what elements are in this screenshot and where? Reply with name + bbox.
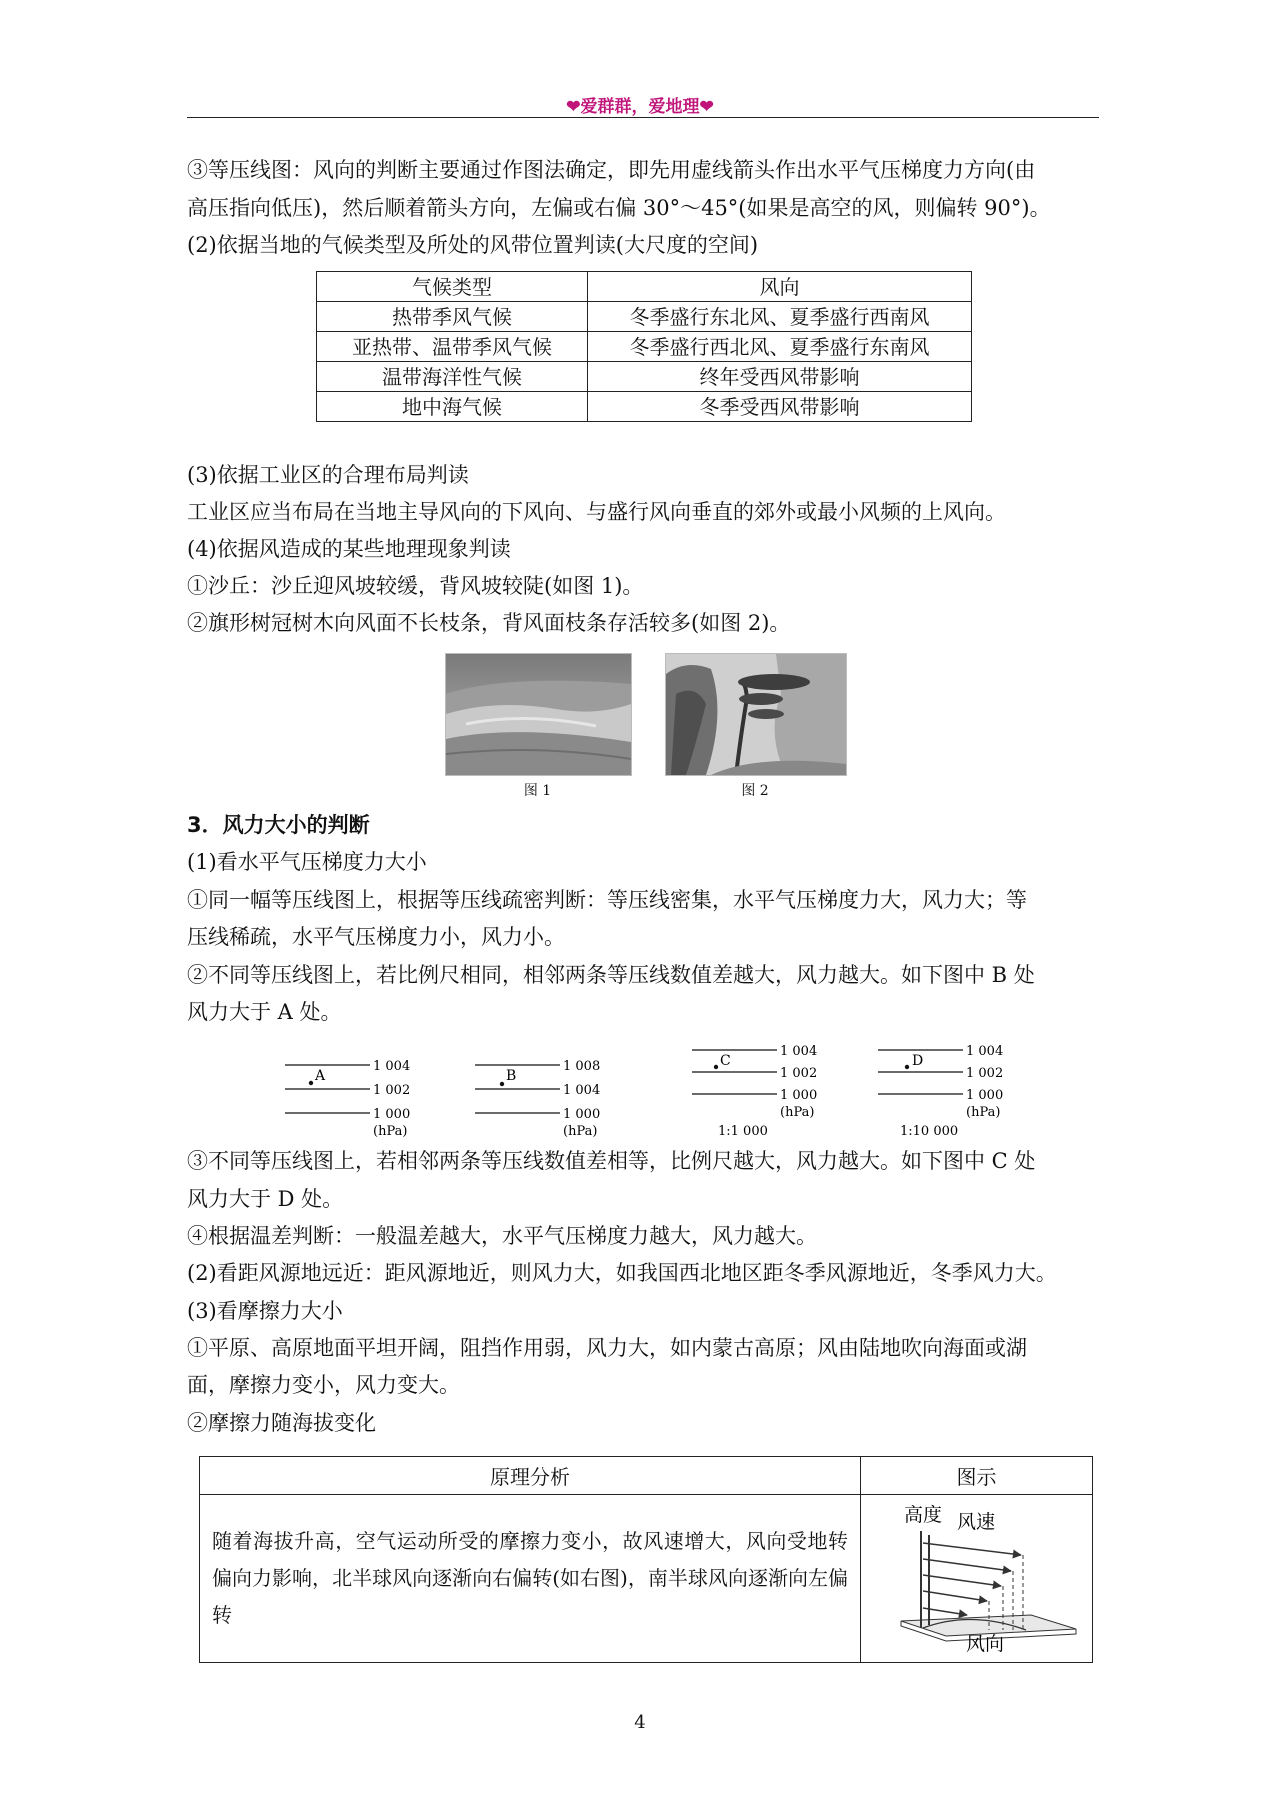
- header-divider: [187, 117, 1099, 118]
- point-label: B: [506, 1068, 517, 1084]
- section-3-title: 3．风力大小的判断: [187, 813, 370, 837]
- isobar-diagrams: [280, 1035, 1020, 1140]
- para-industry-text: 工业区应当布局在当地主导风向的下风向、与盛行风向垂直的郊外或最小风频的上风向。: [187, 500, 1006, 524]
- friction-altitude-table: [199, 1456, 1093, 1663]
- para-plain-1: ①平原、高原地面平坦开阔，阻挡作用弱，风力大，如内蒙古高原；风由陆地吹向海面或湖: [187, 1336, 1027, 1360]
- table-cell: 随着海拔升高，空气运动所受的摩擦力变小，故风速增大，风向受地转偏向力影响，北半球风向逐渐向右偏转(如右图)，南半球风向逐渐向左偏转: [200, 1495, 861, 1663]
- para-gradient-heading: (1)看水平气压梯度力大小: [187, 850, 427, 874]
- para-diff-scale-1: ③不同等压线图上，若相邻两条等压线数值差相等，比例尺越大，风力越大。如下图中 C 处: [187, 1149, 1036, 1173]
- isobar-value: 1 000: [563, 1107, 601, 1122]
- isobar-value: 1 004: [966, 1044, 1004, 1059]
- table-row: [317, 362, 972, 392]
- isobar-diagram-c: [692, 1044, 817, 1139]
- figure-1-caption: 图 1: [523, 783, 552, 799]
- point-label: C: [720, 1053, 731, 1069]
- table-cell: 温带海洋性气候: [317, 362, 588, 392]
- para-climate-heading: (2)依据当地的气候类型及所处的风带位置判读(大尺度的空间): [187, 233, 759, 257]
- table-header-cell: 风向: [588, 272, 972, 302]
- para-plain-2: 面，摩擦力变小，风力变大。: [187, 1373, 460, 1397]
- table-header-cell: 气候类型: [317, 272, 588, 302]
- isobar-diagram-d: [878, 1044, 1003, 1139]
- diagram-height-label: 高度: [904, 1504, 943, 1526]
- table-row: [317, 392, 972, 422]
- table-header-cell: 图示: [861, 1457, 1093, 1495]
- table-row: [317, 302, 972, 332]
- table-cell: 冬季盛行东北风、夏季盛行西南风: [588, 302, 972, 332]
- isobar-diagram-a: [285, 1059, 410, 1139]
- table-cell: 冬季盛行西北风、夏季盛行东南风: [588, 332, 972, 362]
- sand-dune-photo: [445, 653, 632, 776]
- table-header-row: [317, 272, 972, 302]
- scale-label: 1:10 000: [900, 1124, 959, 1139]
- table-header-row: [200, 1457, 1093, 1495]
- para-isobar-method-2: 高压指向低压)，然后顺着箭头方向，左偏或右偏 30°～45°(如果是高空的风，则偏转 90°)。: [187, 196, 1051, 220]
- page-number: 4: [634, 1712, 646, 1733]
- unit-label: (hPa): [780, 1105, 815, 1120]
- para-flag-tree: ②旗形树冠树木向风面不长枝条，背风面枝条存活较多(如图 2)。: [187, 611, 791, 635]
- table-cell: 终年受西风带影响: [588, 362, 972, 392]
- isobar-value: 1 008: [563, 1059, 601, 1074]
- figure-2-caption: 图 2: [741, 783, 769, 799]
- unit-label: (hPa): [563, 1124, 598, 1139]
- para-same-scale-1: ②不同等压线图上，若比例尺相同，相邻两条等压线数值差越大，风力越大。如下图中 B 处: [187, 963, 1035, 987]
- isobar-value: 1 004: [373, 1059, 411, 1074]
- isobar-value: 1 000: [780, 1088, 818, 1103]
- isobar-diagram-b: [475, 1059, 600, 1139]
- para-altitude-heading: ②摩擦力随海拔变化: [187, 1411, 376, 1435]
- isobar-value: 1 000: [966, 1088, 1004, 1103]
- para-industry-heading: (3)依据工业区的合理布局判读: [187, 463, 469, 487]
- isobar-value: 1 002: [373, 1083, 411, 1098]
- table-cell: 冬季受西风带影响: [588, 392, 972, 422]
- para-friction-heading: (3)看摩擦力大小: [187, 1299, 343, 1323]
- table-row: [200, 1495, 1093, 1663]
- isobar-value: 1 002: [780, 1066, 818, 1081]
- unit-label: (hPa): [966, 1105, 1001, 1120]
- scale-label: 1:1 000: [718, 1124, 768, 1139]
- para-same-map-2: 压线稀疏，水平气压梯度力小，风力小。: [187, 925, 565, 949]
- para-wind-source: (2)看距风源地远近：距风源地近，则风力大，如我国西北地区距冬季风源地近，冬季风力大。: [187, 1261, 1057, 1285]
- table-header-cell: 原理分析: [200, 1457, 861, 1495]
- climate-wind-table: [316, 271, 972, 422]
- point-label: D: [912, 1053, 924, 1069]
- para-phenomena-heading: (4)依据风造成的某些地理现象判读: [187, 537, 511, 561]
- para-same-scale-2: 风力大于 A 处。: [187, 1000, 342, 1024]
- wind-altitude-diagram: [861, 1495, 1091, 1657]
- para-same-map-1: ①同一幅等压线图上，根据等压线疏密判断：等压线密集，水平气压梯度力大，风力大；等: [187, 888, 1027, 912]
- isobar-value: 1 002: [966, 1066, 1004, 1081]
- table-cell: 亚热带、温带季风气候: [317, 332, 588, 362]
- flag-tree-photo: [665, 653, 847, 776]
- table-row: [317, 332, 972, 362]
- table-cell: 热带季风气候: [317, 302, 588, 332]
- isobar-value: 1 000: [373, 1107, 411, 1122]
- diagram-direction-label: 风向: [966, 1633, 1005, 1655]
- page-header: ❤爱群群，爱地理❤: [566, 97, 714, 117]
- isobar-value: 1 004: [780, 1044, 818, 1059]
- unit-label: (hPa): [373, 1124, 408, 1139]
- para-isobar-method-1: ③等压线图：风向的判断主要通过作图法确定，即先用虚线箭头作出水平气压梯度力方向(由: [187, 158, 1036, 182]
- para-dune: ①沙丘：沙丘迎风坡较缓，背风坡较陡(如图 1)。: [187, 574, 644, 598]
- para-temperature: ④根据温差判断：一般温差越大，水平气压梯度力越大，风力越大。: [187, 1224, 817, 1248]
- isobar-value: 1 004: [563, 1083, 601, 1098]
- diagram-speed-label: 风速: [957, 1511, 996, 1533]
- point-label: A: [315, 1068, 326, 1084]
- para-diff-scale-2: 风力大于 D 处。: [187, 1187, 344, 1211]
- table-cell: 地中海气候: [317, 392, 588, 422]
- table-cell: [861, 1495, 1093, 1663]
